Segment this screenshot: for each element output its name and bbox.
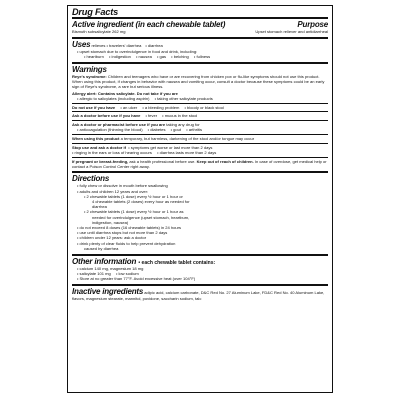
other-item: • salicylate 101 mg [77,271,111,276]
when-using-title: When using this product [72,135,120,141]
other-information-section [72,254,328,284]
allergy-item: • allergic to salicylates (including aspirin) [77,95,150,101]
directions-section [72,171,328,253]
uses-item: • travelers' diarrhea [106,42,142,48]
directions-item: • use until diarrhea stops but not more than 2 days [77,230,168,236]
do-not-use-item: • an ulcer [120,104,138,110]
uses-item: • heartburn [84,53,104,59]
other-information-heading: Other information [72,256,137,266]
directions-subitem: indigestion, nausea) [92,219,129,225]
drug-facts-label [67,5,333,393]
uses-section [72,37,328,62]
ask-doctor-item: • mucus in the stool [162,113,198,119]
uses-item: • indigestion [109,53,131,59]
uses-item: • belching [171,53,189,59]
directions-subitem: 4 chewable tablets (2 doses) every hour as needed for [92,199,190,205]
ask-pharmacist-title: Ask a doctor or pharmacist before use if you are [72,122,166,128]
pregnancy-text: ask a health professional before use. [129,158,196,164]
stop-use-title: Stop use and ask a doctor if [72,144,126,150]
keep-out-text: In case of overdose, get medical help or contact a Poison Control Center right away. [72,158,327,169]
directions-item: • children under 12 years: ask a doctor [77,235,147,241]
when-using-text: a temporary, but harmless, darkening of the stool and/or tongue may occur [120,135,255,141]
inactive-ingredients-heading: Inactive ingredients [72,286,144,296]
directions-item: • do not exceed 8 doses (16 chewable tablets) in 24 hours [77,225,182,231]
uses-item: • gas [156,53,167,59]
directions-subitem: diarrhea [92,204,107,210]
ask-pharmacist-item: • arthritis [186,127,202,133]
active-ingredient-heading: Active ingredient (in each chewable tablet) [72,20,226,29]
active-ingredient-text: Bismuth subsalicylate 262 mg [72,29,126,34]
stop-use-item: • ringing in the ears or loss of hearing occurs [72,149,152,155]
purpose-text: Upset stomach reliever and antidiarrheal [255,29,328,34]
pregnancy-title: If pregnant or breast-feeding, [72,158,129,164]
uses-item: • diarrhea [145,42,163,48]
inactive-ingredients-text: adipic acid, calcium carbonate, D&C Red No. 27 Aluminum Lake, FD&C Red No. 40 Aluminum Lake, flavors, magnesium stearate, mannitol, povidone, saccharin sodium, talc [72,289,325,301]
stop-use-item: • symptoms get worse or last more than 2 days [128,144,213,150]
do-not-use-item: • a bleeding problem [142,104,180,110]
reye-text: Children and teenagers who have or are recovering from chicken pox or flu-like symptoms should not use this product. When using this product, if changes in behavior with nausea and vomiting occur, consult a doctor because these symptoms could be an early sign of Reye's syndrome, a rare but serious illness. [72,73,325,90]
ask-doctor-item: • fever [145,113,158,119]
reye-title: Reye's syndrome: [72,73,107,79]
inactive-ingredients-section [72,284,328,302]
uses-line: • upset stomach due to overindulgence in food and drink, including: [77,48,198,54]
stop-use-item: • diarrhea lasts more than 2 days [157,149,217,155]
label-title: Drug Facts [72,7,118,17]
ask-pharmacist-item: • diabetes [147,127,166,133]
other-item: • low sodium [115,271,139,276]
allergy-title: Allergy alert: Contains salicylate. Do not take if you are [72,90,178,96]
active-ingredient-section [72,17,328,37]
directions-subitem: • 2 chewable tablets (1 dose) every ½ hour or 1 hour or [84,193,183,199]
other-item: • Store at no greater than 77°F. Avoid excessive heat (over 104°F) [77,276,196,282]
uses-heading: Uses [72,39,91,49]
do-not-use-item: • bloody or black stool [184,104,224,110]
directions-item: • drink plenty of clear fluids to help prevent dehydration [77,240,176,246]
directions-subitem: needed for overindulgence (upset stomach, heartburn, [92,214,190,220]
ask-pharmacist-tail: taking any drug for [166,122,200,128]
directions-heading: Directions [72,174,110,184]
directions-item: caused by diarrhea [84,245,119,251]
uses-item: • fullness [193,53,211,59]
other-each-tablet: • each chewable tablet contains: [138,259,216,266]
do-not-use-title: Do not use if you have [72,104,116,110]
directions-item: • fully chew or dissolve in mouth before swallowing [77,183,168,189]
purpose-heading: Purpose [297,20,328,29]
allergy-item: • taking other salicylate products [154,95,213,101]
directions-item: • adults and children 12 years and over: [77,188,149,194]
uses-intro: relieves [91,42,106,48]
other-item: • calcium 140 mg, magnesium 18 mg [77,265,144,271]
directions-subitem: • 2 chewable tablets (1 dose) every ½ hour or 1 hour as [84,209,184,215]
warnings-section [72,62,328,172]
ask-pharmacist-item: • anticoagulation (thinning the blood) [77,127,143,133]
uses-item: • nausea [136,53,152,59]
warnings-heading: Warnings [72,64,107,74]
keep-out-title: Keep out of reach of children. [196,158,254,164]
ask-pharmacist-item: • gout [170,127,182,133]
ask-doctor-title: Ask a doctor before use if you have [72,113,141,119]
